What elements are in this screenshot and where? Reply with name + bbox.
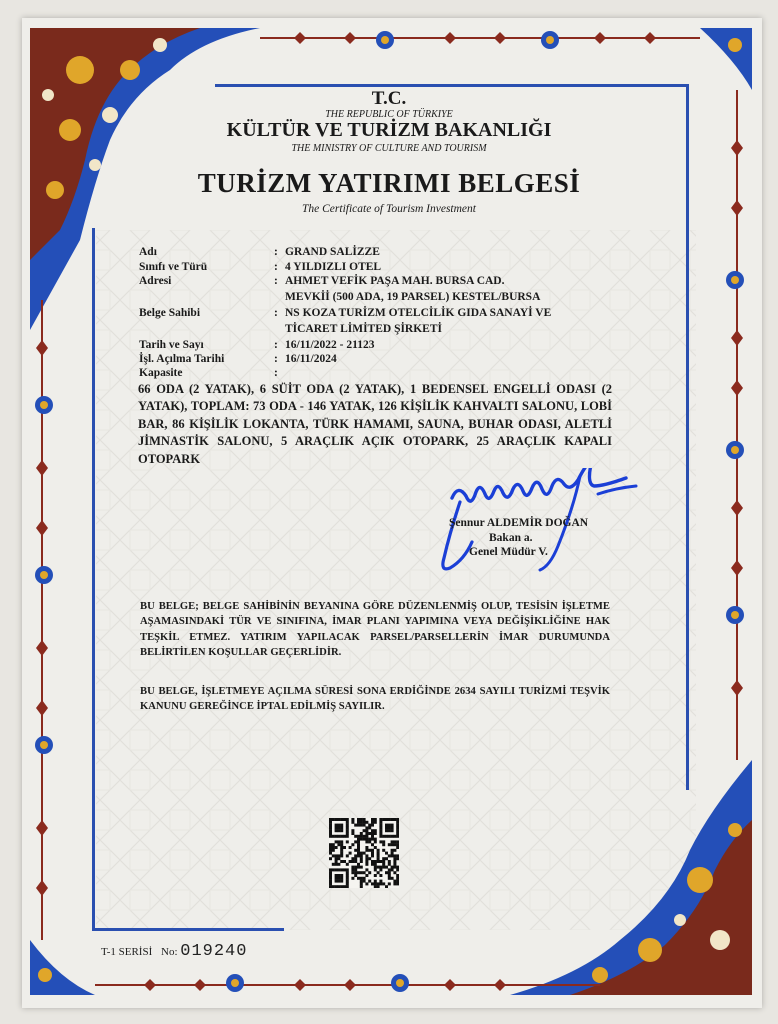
certificate-subtitle: The Certificate of Tourism Investment	[302, 203, 476, 215]
field-colon: :	[274, 353, 278, 365]
legal-note-2: BU BELGE, İŞLETMEYE AÇILMA SÜRESİ SONA ERDİĞİNDE 2634 SAYILI TURİZMİ TEŞVİK KANUNU GEREĞİNCE İPTAL EDİLMİŞ SAYILIR.	[140, 686, 610, 713]
serial-no-label: No:	[161, 946, 178, 958]
legal-note-1: BU BELGE; BELGE SAHİBİNİN BEYANINA GÖRE DÜZENLENMİŞ OLUP, TESİSİN İŞLETME AŞAMASINDAKİ TÜR VE SINIFINA, İMAR PLANI YAPIMINA VEYA DEĞİŞİKLİĞİNE HAK TEŞKİL ETMEZ. YATIRIM YAPILACAK PARSEL/PARSELLERİN İMAR DURUMUNDA BELİRTİLEN KOŞULLAR GEÇERLİDİR.	[140, 601, 610, 659]
serial-block	[101, 942, 247, 961]
field-label: Adresi	[139, 275, 172, 287]
field-colon: :	[274, 275, 278, 287]
ministry-title: KÜLTÜR VE TURİZM BAKANLIĞI	[226, 119, 552, 141]
inner-frame-left	[92, 228, 95, 928]
serial-label: T-1 SERİSİ	[101, 946, 153, 958]
field-value: NS KOZA TURİZM OTELCİLİK GIDA SANAYİ VE	[285, 307, 552, 319]
field-value: 16/11/2024	[285, 353, 337, 365]
field-value: AHMET VEFİK PAŞA MAH. BURSA CAD.	[285, 275, 505, 287]
signatory-role: Bakan a.	[489, 532, 533, 544]
field-label: Kapasite	[139, 367, 183, 379]
inner-frame-bottom	[92, 928, 284, 931]
field-label: Adı	[139, 246, 157, 258]
republic-subtitle: THE REPUBLIC OF TÜRKIYE	[325, 109, 453, 120]
field-label: Tarih ve Sayı	[139, 339, 204, 351]
qr-code-icon	[329, 818, 399, 888]
field-colon: :	[274, 367, 278, 379]
field-label: İşl. Açılma Tarihi	[139, 353, 225, 365]
field-value: GRAND SALİZZE	[285, 246, 380, 258]
field-colon: :	[274, 261, 278, 273]
field-label: Belge Sahibi	[139, 307, 201, 319]
field-colon: :	[274, 246, 278, 258]
field-colon: :	[274, 307, 278, 319]
tc-heading: T.C.	[371, 88, 407, 109]
inner-frame-top	[215, 84, 687, 87]
capacity-description: 66 ODA (2 YATAK), 6 SÜİT ODA (2 YATAK), 1 BEDENSEL ENGELLİ ODASI (2 YATAK), TOPLAM: 73 ODA - 146 YATAK, 126 KİŞİLİK KAHVALTI SALONU, LOBİ BAR, 86 KİŞİLİK LOKANTA, TÜRK HAMAMI, SAUNA, BUHAR ODASI, ALETLİ JİMNASTİK SALONU, 5 ARAÇLIK AÇIK OTOPARK, 25 ARAÇLIK KAPALI OTOPARK	[138, 382, 612, 466]
ministry-subtitle: THE MINISTRY OF CULTURE AND TOURISM	[291, 143, 487, 154]
signatory-title: Genel Müdür V.	[469, 546, 548, 558]
field-value: 4 YILDIZLI OTEL	[285, 261, 382, 273]
signatory-name: Şennur ALDEMİR DOĞAN	[449, 517, 589, 529]
field-label: Sınıfı ve Türü	[139, 261, 208, 273]
field-value: 16/11/2022 - 21123	[285, 339, 375, 351]
field-value: TİCARET LİMİTED ŞİRKETİ	[285, 323, 443, 335]
field-value: MEVKİİ (500 ADA, 19 PARSEL) KESTEL/BURSA	[285, 291, 541, 303]
serial-number: 019240	[180, 942, 248, 961]
field-colon: :	[274, 339, 278, 351]
certificate-title: TURİZM YATIRIMI BELGESİ	[197, 168, 581, 198]
